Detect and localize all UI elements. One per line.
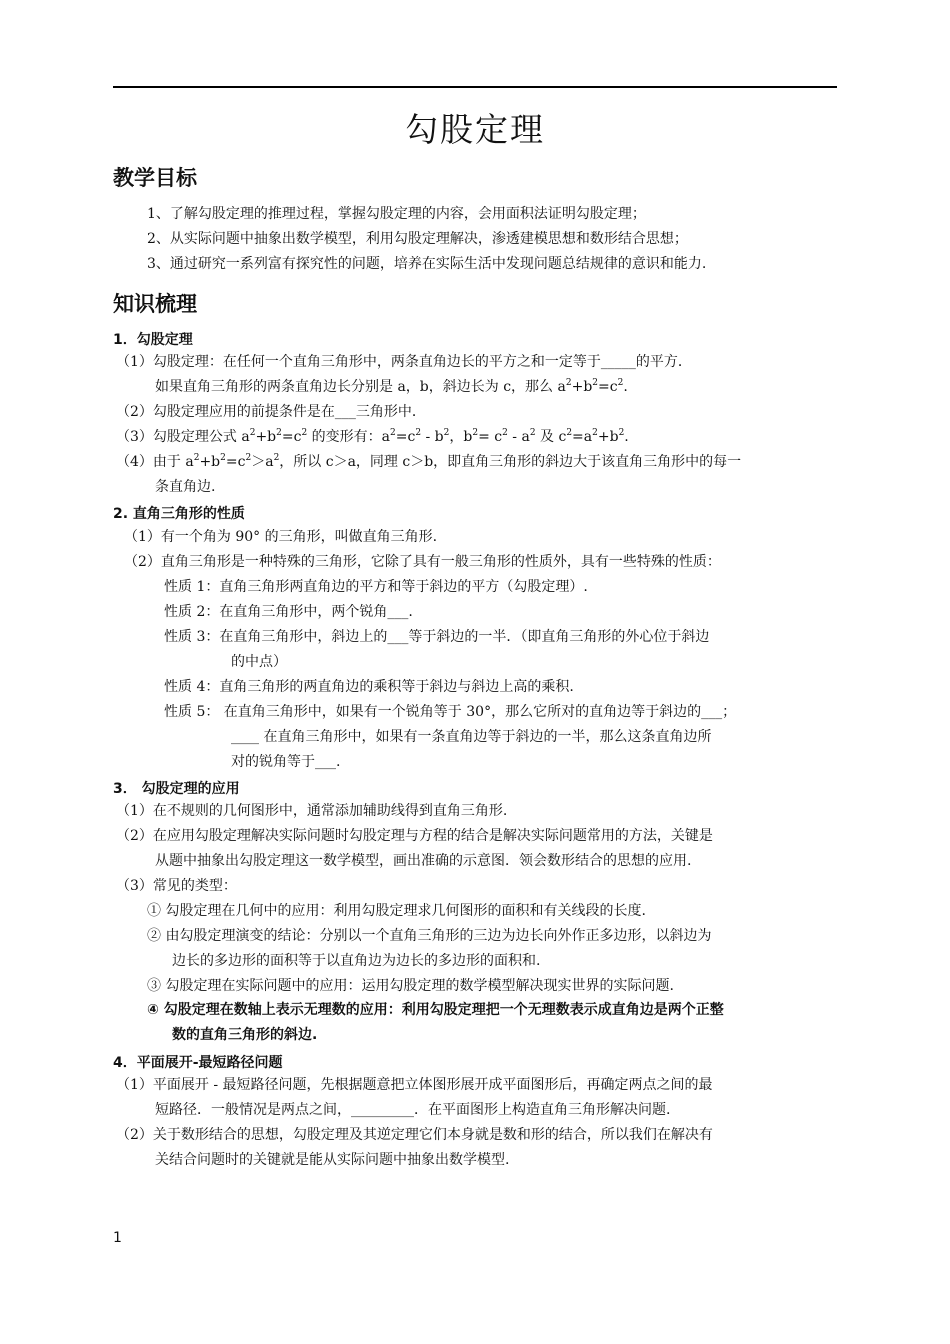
superscript: 2 <box>592 428 598 438</box>
text-fragment: . <box>624 429 629 445</box>
property-line: 性质 5： 在直角三角形中，如果有一个锐角等于 30°，那么它所对的直角边等于斜边的___； <box>164 704 737 720</box>
type-item: ④ 勾股定理在数轴上表示无理数的应用：利用勾股定理把一个无理数表示成直角边是两个正整 <box>147 1002 724 1018</box>
superscript: 2 <box>390 428 396 438</box>
superscript: 2 <box>276 428 282 438</box>
property-line: ____ 在直角三角形中，如果有一条直角边等于斜边的一半，那么这条直角边所 <box>231 729 712 745</box>
text-fragment: （4）由于 a <box>116 454 194 470</box>
text-fragment: =c <box>598 379 618 395</box>
text-fragment: =c <box>281 429 302 445</box>
superscript: 2 <box>249 428 256 438</box>
text-line: 短路径．一般情况是两点之间，_________．在平面图形上构造直角三角形解决问题. <box>155 1102 671 1118</box>
text-fragment: +b <box>571 379 593 395</box>
text-fragment: = c <box>478 429 503 445</box>
objective-item: 1、了解勾股定理的推理过程，掌握勾股定理的内容，会用面积法证明勾股定理； <box>147 206 646 222</box>
text-line: （1）在不规则的几何图形中，通常添加辅助线得到直角三角形. <box>116 803 508 819</box>
superscript: 2 <box>529 428 536 438</box>
text-line: （1）有一个角为 90° 的三角形，叫做直角三角形. <box>124 529 438 545</box>
text-fragment: ，所以 c＞a，同理 c＞b，即直角三角形的斜边大于该直角三角形中的每一 <box>279 454 742 470</box>
text-line: 从题中抽象出勾股定理这一数学模型，画出准确的示意图．领会数形结合的思想的应用. <box>155 853 692 869</box>
header-rule <box>113 86 837 88</box>
subsection-heading: 4．平面展开-最短路径问题 <box>113 1055 283 1071</box>
superscript: 2 <box>565 378 572 388</box>
text-fragment: 及 c <box>535 429 567 445</box>
text-line: （2）勾股定理应用的前提条件是在___三角形中． <box>116 404 426 420</box>
superscript: 2 <box>502 428 508 438</box>
text-fragment: =c <box>225 454 246 470</box>
text-line: （1）平面展开 - 最短路径问题，先根据题意把立体图形展开成平面图形后，再确定两点之间的最 <box>116 1077 713 1093</box>
page-title: 勾股定理 <box>405 110 545 149</box>
superscript: 2 <box>301 428 308 438</box>
text-fragment: - a <box>507 429 530 445</box>
subsection-heading: 2. 直角三角形的性质 <box>113 506 245 522</box>
superscript: 2 <box>443 428 450 438</box>
property-line: 性质 3：在直角三角形中，斜边上的___等于斜边的一半．（即直角三角形的外心位于斜边 <box>164 629 710 645</box>
text-line: （3）常见的类型： <box>116 878 237 894</box>
text-fragment: - b <box>421 429 444 445</box>
text-line: （1）勾股定理：在任何一个直角三角形中，两条直角边长的平方之和一定等于_____的平方． <box>116 354 692 370</box>
objective-item: 3、通过研究一系列富有探究性的问题，培养在实际生活中发现问题总结规律的意识和能力. <box>147 256 707 272</box>
text-fragment: ＞a <box>251 454 274 470</box>
type-item: 数的直角三角形的斜边. <box>172 1027 318 1043</box>
text-line: 关结合问题时的关键就是能从实际问题中抽象出数学模型. <box>155 1152 510 1168</box>
formula-line <box>116 453 741 471</box>
superscript: 2 <box>618 428 625 438</box>
superscript: 2 <box>245 453 252 463</box>
text-fragment: 如果直角三角形的两条直角边长分别是 a，b，斜边长为 c，那么 a <box>155 379 566 395</box>
subsection-heading: 1．勾股定理 <box>113 332 193 348</box>
type-item: ③ 勾股定理在实际问题中的应用：运用勾股定理的数学模型解决现实世界的实际问题. <box>147 978 674 994</box>
property-line: 的中点） <box>231 654 287 670</box>
page-number: 1 <box>113 1230 122 1246</box>
type-item: ① 勾股定理在几何中的应用：利用勾股定理求几何图形的面积和有关线段的长度. <box>147 903 646 919</box>
text-fragment: +b <box>255 429 277 445</box>
section-heading-knowledge: 知识梳理 <box>113 292 197 316</box>
superscript: 2 <box>220 453 226 463</box>
text-fragment: +b <box>597 429 619 445</box>
text-fragment: =a <box>572 429 593 445</box>
text-fragment: =c <box>395 429 416 445</box>
type-item: 边长的多边形的面积等于以直角边为边长的多边形的面积和. <box>172 953 541 969</box>
text-line: 条直角边. <box>155 479 216 495</box>
type-item: ② 由勾股定理演变的结论：分别以一个直角三角形的三边为边长向外作正多边形，以斜边为 <box>147 928 712 944</box>
text-line: （2）关于数形结合的思想，勾股定理及其逆定理它们本身就是数和形的结合，所以我们在解决有 <box>116 1127 713 1143</box>
property-line: 性质 4：直角三角形的两直角边的乘积等于斜边与斜边上高的乘积. <box>164 679 574 695</box>
superscript: 2 <box>273 453 280 463</box>
subsection-heading: 3． 勾股定理的应用 <box>113 781 240 797</box>
text-fragment: ，b <box>449 429 473 445</box>
superscript: 2 <box>592 378 599 388</box>
superscript: 2 <box>415 428 422 438</box>
text-fragment: +b <box>199 454 221 470</box>
text-line: （2）直角三角形是一种特殊的三角形，它除了具有一般三角形的性质外，具有一些特殊的性质： <box>124 554 721 570</box>
superscript: 2 <box>472 428 479 438</box>
text-fragment: 的变形有：a <box>307 429 390 445</box>
text-line: （2）在应用勾股定理解决实际问题时勾股定理与方程的结合是解决实际问题常用的方法，关键是 <box>116 828 713 844</box>
superscript: 2 <box>617 378 624 388</box>
formula-line <box>116 428 629 446</box>
superscript: 2 <box>566 428 573 438</box>
property-line: 性质 1：直角三角形两直角边的平方和等于斜边的平方（勾股定理）. <box>164 579 588 595</box>
formula-line <box>155 378 628 396</box>
text-fragment: （3）勾股定理公式 a <box>116 429 250 445</box>
superscript: 2 <box>193 453 200 463</box>
property-line: 性质 2：在直角三角形中，两个锐角___. <box>164 604 413 620</box>
text-fragment: . <box>623 379 628 395</box>
objective-item: 2、从实际问题中抽象出数学模型，利用勾股定理解决，渗透建模思想和数形结合思想； <box>147 231 688 247</box>
section-heading-objectives: 教学目标 <box>113 166 197 190</box>
property-line: 对的锐角等于___. <box>231 754 341 770</box>
